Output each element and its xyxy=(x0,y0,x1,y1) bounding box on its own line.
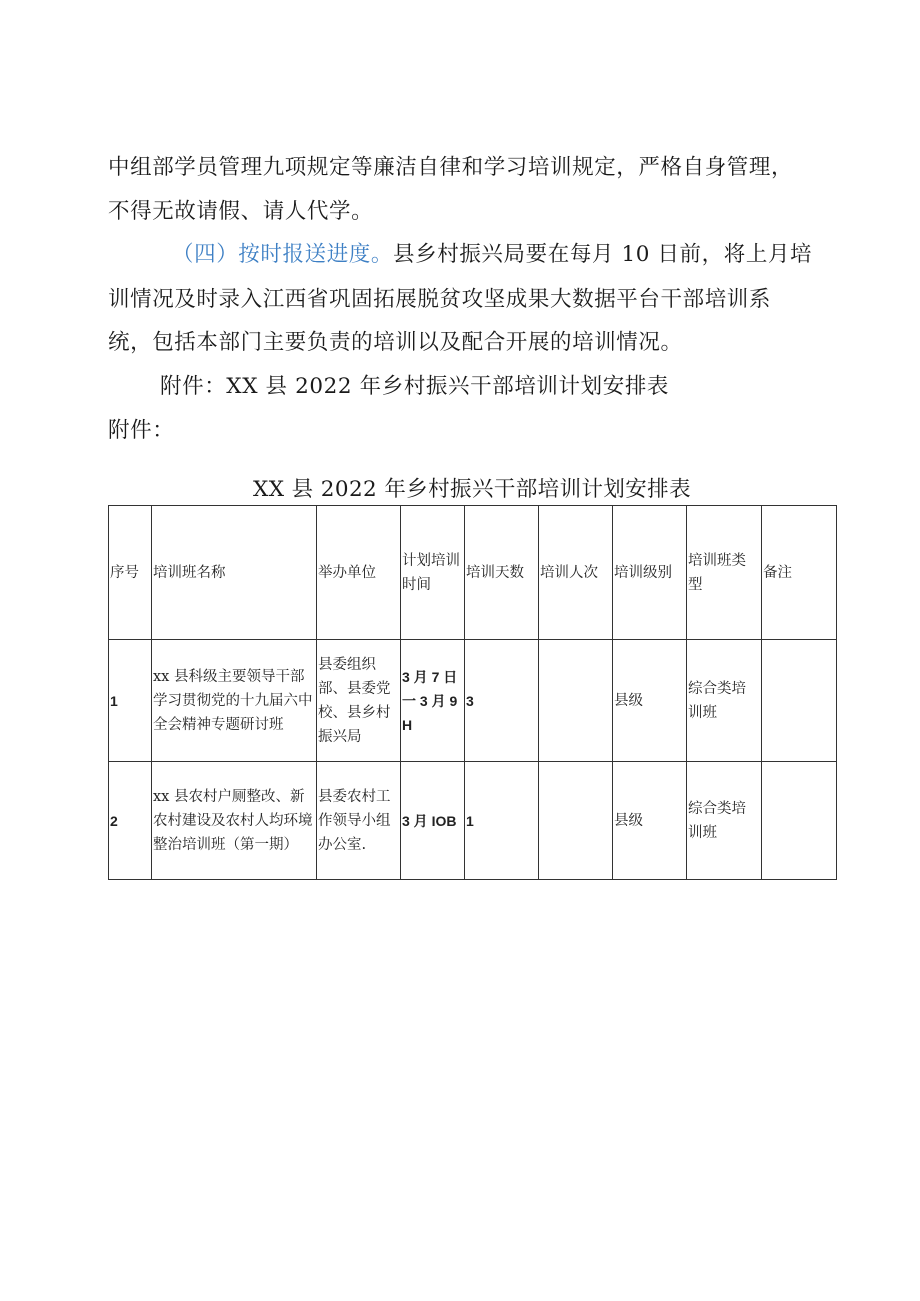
header-cell-name: 培训班名称 xyxy=(152,506,317,640)
paragraph-4-text: 县乡村振兴局要在每月 10 日前，将上月培 xyxy=(393,242,813,267)
training-plan-table xyxy=(108,505,837,880)
paragraph-4-line-1 xyxy=(172,233,812,277)
cell-name: xx 县科级主要领导干部学习贯彻党的十九届六中全会精神专题研讨班 xyxy=(152,640,317,762)
cell-remarks xyxy=(762,640,837,762)
cell-time: 3 月 IOB xyxy=(401,762,465,880)
header-cell-time: 计划培训时间 xyxy=(401,506,465,640)
table-header-row xyxy=(109,506,837,640)
table-row xyxy=(109,640,837,762)
cell-level: 县级 xyxy=(613,640,687,762)
header-cell-level: 培训级别 xyxy=(613,506,687,640)
cell-remarks xyxy=(762,762,837,880)
header-cell-organizer: 举办单位 xyxy=(317,506,401,640)
cell-organizer: 县委组织部、县委党校、县乡村振兴局 xyxy=(317,640,401,762)
cell-attendance xyxy=(539,640,613,762)
header-cell-type: 培训班类型 xyxy=(687,506,762,640)
cell-no: 2 xyxy=(109,762,152,880)
table-row xyxy=(109,762,837,880)
body-line-1: 中组部学员管理九项规定等廉洁自律和学习培训规定，严格自身管理， xyxy=(108,155,794,180)
paragraph-4-line-2: 训情况及时录入江西省巩固拓展脱贫攻坚成果大数据平台干部培训系 xyxy=(108,287,772,312)
cell-days: 3 xyxy=(465,640,539,762)
attachment-reference: 附件：XX 县 2022 年乡村振兴干部培训计划安排表 xyxy=(160,374,670,399)
header-cell-days: 培训天数 xyxy=(465,506,539,640)
cell-days: 1 xyxy=(465,762,539,880)
header-cell-no: 序号 xyxy=(109,506,152,640)
paragraph-4-line-3: 统，包括本部门主要负责的培训以及配合开展的培训情况。 xyxy=(108,330,683,355)
cell-time: 3 月 7 日一 3 月 9H xyxy=(401,640,465,762)
header-cell-remarks: 备注 xyxy=(762,506,837,640)
body-line-2: 不得无故请假、请人代学。 xyxy=(108,199,374,224)
cell-organizer: 县委农村工作领导小组办公室. xyxy=(317,762,401,880)
header-cell-attendance: 培训人次 xyxy=(539,506,613,640)
paragraph-4-heading: （四）按时报送进度。 xyxy=(172,242,394,267)
attachment-label: 附件： xyxy=(108,418,175,443)
cell-no: 1 xyxy=(109,640,152,762)
cell-level: 县级 xyxy=(613,762,687,880)
table-title: XX 县 2022 年乡村振兴干部培训计划安排表 xyxy=(253,477,691,502)
cell-attendance xyxy=(539,762,613,880)
cell-name: xx 县农村户厕整改、新农村建设及农村人均环境整治培训班（第一期） xyxy=(152,762,317,880)
cell-type: 综合类培训班 xyxy=(687,762,762,880)
cell-type: 综合类培训班 xyxy=(687,640,762,762)
